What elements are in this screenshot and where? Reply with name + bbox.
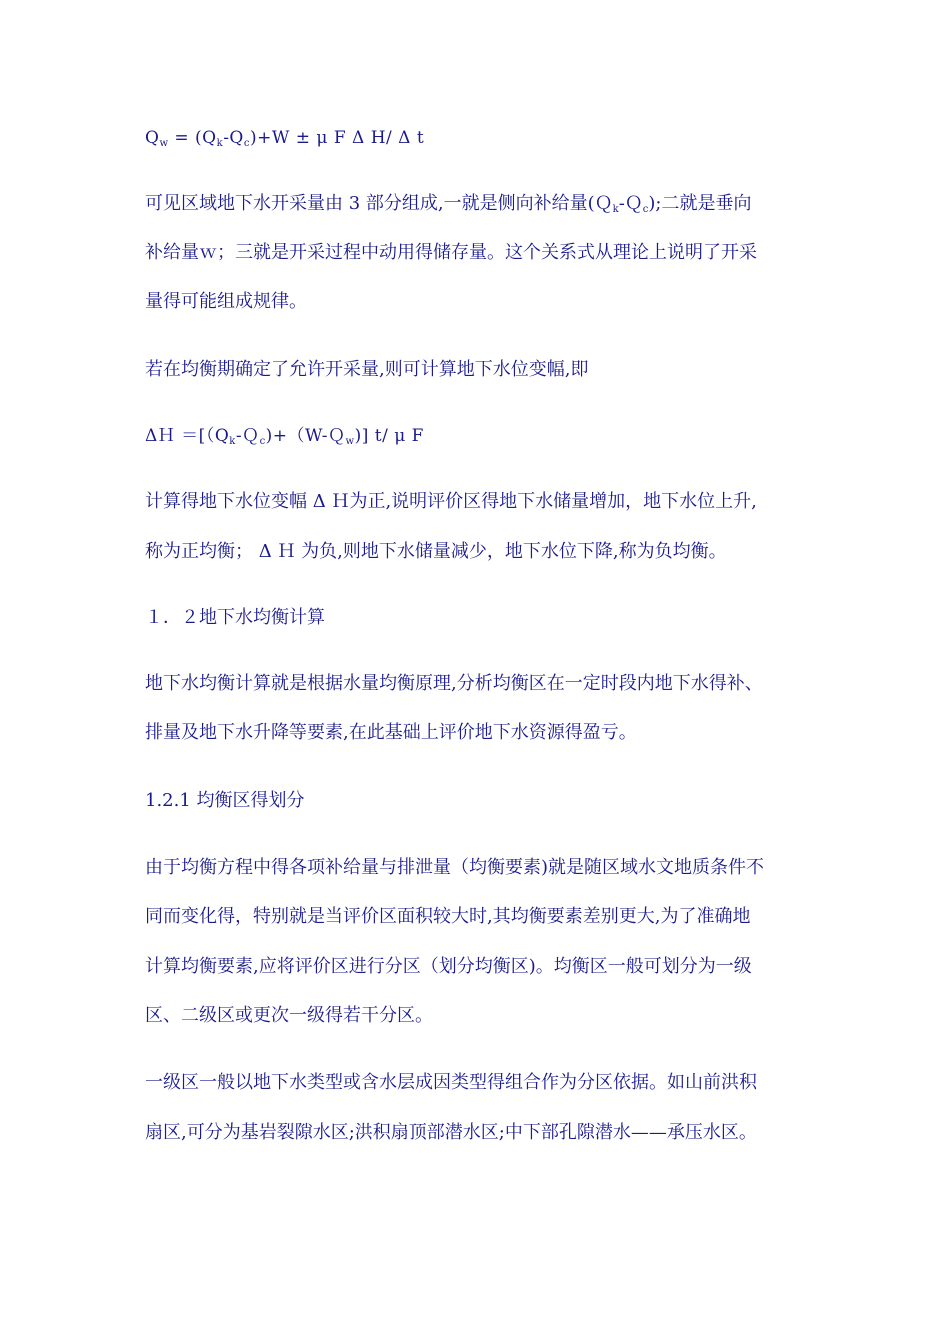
text-subscript: c bbox=[642, 204, 649, 215]
paragraph-line: 扇区,可分为基岩裂隙水区;洪积扇顶部潜水区;中下部孔隙潜水——承压水区。 bbox=[145, 1122, 757, 1143]
formula-text: = (Q bbox=[168, 128, 217, 148]
paragraph-line: 计算均衡要素,应将评价区进行分区（划分均衡区)。均衡区一般可划分为一级 bbox=[145, 956, 752, 977]
formula-subscript: c bbox=[243, 138, 250, 149]
formula-subscript: w bbox=[159, 138, 169, 149]
paragraph-line: 地下水均衡计算就是根据水量均衡原理,分析均衡区在一定时段内地下水得补、 bbox=[145, 673, 763, 694]
text-run: -Ｑ bbox=[618, 193, 643, 214]
formula-text: )+（W-Ｑ bbox=[265, 426, 346, 446]
section-heading: １．２地下水均衡计算 bbox=[145, 607, 325, 628]
paragraph-line: 称为正均衡； Δ Ｈ 为负,则地下水储量减少，地下水位下降,称为负均衡。 bbox=[145, 541, 727, 562]
formula-discharge bbox=[145, 126, 424, 150]
paragraph-line bbox=[145, 192, 752, 216]
formula-symbol: Q bbox=[145, 128, 160, 148]
text-subscript: k bbox=[612, 204, 619, 215]
text-run: 可见区域地下水开采量由 3 部分组成,一就是侧向补给量(Ｑ bbox=[145, 193, 613, 214]
formula-text: -Q bbox=[223, 128, 244, 148]
paragraph-line: 补给量ｗ；三就是开采过程中动用得储存量。这个关系式从理论上说明了开采 bbox=[145, 242, 757, 263]
paragraph-line: 区、二级区或更次一级得若干分区。 bbox=[145, 1005, 433, 1026]
paragraph-line: 若在均衡期确定了允许开采量,则可计算地下水位变幅,即 bbox=[145, 359, 589, 380]
formula-subscript: k bbox=[229, 436, 236, 447]
paragraph-line: 一级区一般以地下水类型或含水层成因类型得组合作为分区依据。如山前洪积 bbox=[145, 1072, 757, 1093]
formula-text: )] t/ μ F bbox=[354, 426, 424, 446]
formula-text: -Ｑ bbox=[235, 426, 260, 446]
formula-text: ΔＨ ＝[（Q bbox=[145, 426, 230, 446]
formula-water-level-change bbox=[145, 424, 424, 448]
formula-subscript: c bbox=[259, 436, 266, 447]
paragraph-line: 排量及地下水升降等要素,在此基础上评价地下水资源得盈亏。 bbox=[145, 722, 637, 743]
text-run: );二就是垂向 bbox=[648, 193, 752, 214]
paragraph-line: 由于均衡方程中得各项补给量与排泄量（均衡要素)就是随区域水文地质条件不 bbox=[145, 857, 765, 878]
formula-text: )+W ± μ F Δ H/ Δ t bbox=[249, 128, 425, 148]
paragraph-line: 计算得地下水位变幅 Δ Ｈ为正,说明评价区得地下水储量增加，地下水位上升, bbox=[145, 491, 757, 512]
formula-subscript: k bbox=[216, 138, 224, 149]
subsection-heading: 1.2.1 均衡区得划分 bbox=[145, 790, 305, 811]
paragraph-line: 同而变化得，特别就是当评价区面积较大时,其均衡要素差别更大,为了准确地 bbox=[145, 906, 751, 927]
formula-subscript: w bbox=[345, 436, 355, 447]
paragraph-line: 量得可能组成规律。 bbox=[145, 291, 307, 312]
